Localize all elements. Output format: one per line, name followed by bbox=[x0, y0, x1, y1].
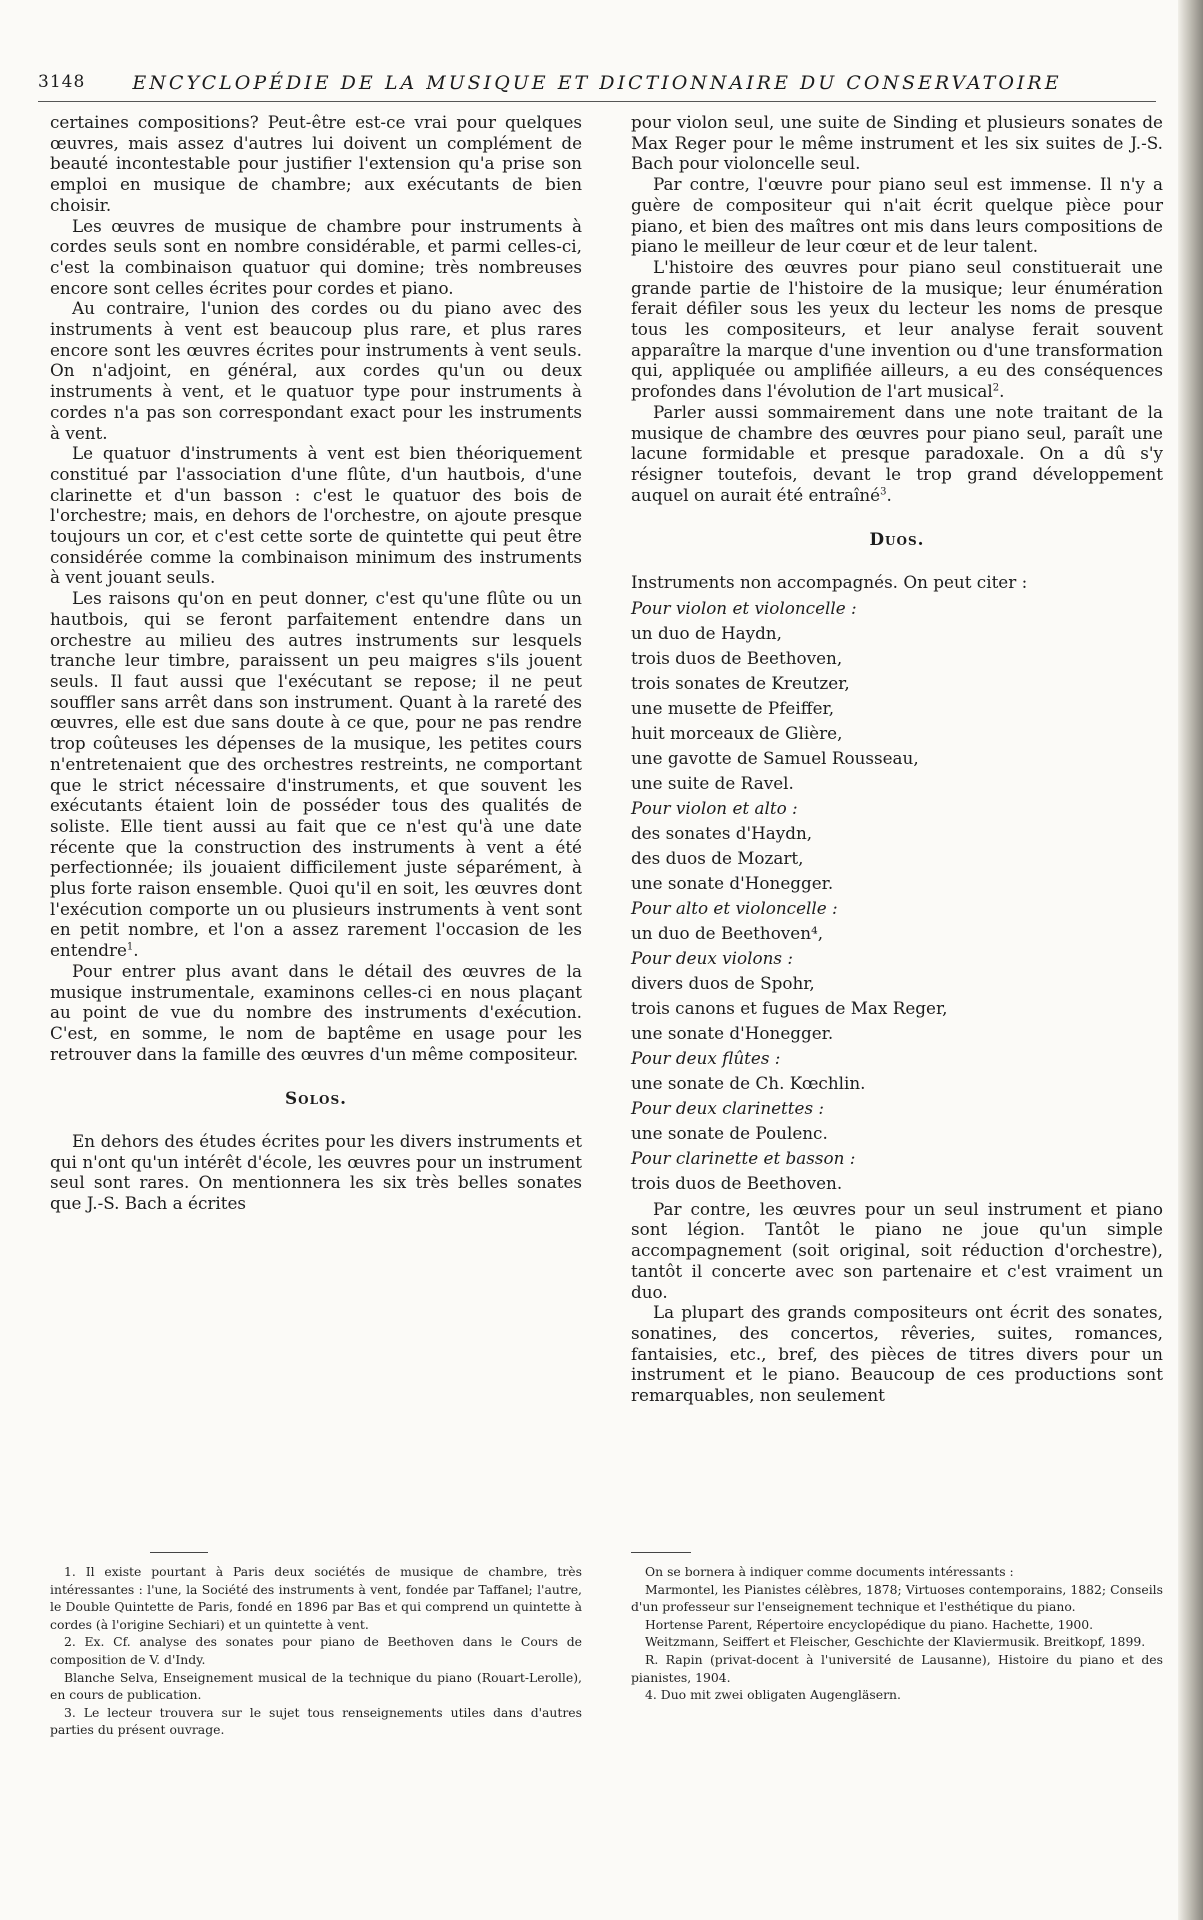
footnote: R. Rapin (privat-docent à l'université de Lausanne), Histoire du piano et des pianistes, 1904. bbox=[631, 1651, 1163, 1685]
duos-intro: Instruments non accompagnés. On peut citer : bbox=[631, 572, 1028, 593]
footnote-ref: 3 bbox=[880, 486, 887, 498]
paragraph: Par contre, les œuvres pour un seul instrument et piano sont légion. Tantôt le piano ne joue qu'un simple accompagnement (soit original, soit réduction d'orchestre), tantôt il concerte avec son partenaire et c'est vraiment un duo. bbox=[631, 1198, 1163, 1302]
left-column bbox=[50, 112, 582, 1214]
footnote-rule bbox=[150, 1552, 208, 1553]
footnote-rule bbox=[631, 1552, 691, 1553]
duos-list-item: trois duos de Beethoven. bbox=[631, 1172, 843, 1193]
section-title-duos: Duos. bbox=[869, 529, 925, 550]
duos-list-item: une musette de Pfeiffer, bbox=[631, 697, 835, 718]
duos-list-item: un duo de Beethoven⁴, bbox=[631, 922, 824, 943]
page-edge bbox=[1178, 0, 1203, 1920]
duos-list-item: trois duos de Beethoven, bbox=[631, 647, 843, 668]
duos-list-item: des sonates d'Haydn, bbox=[631, 822, 813, 843]
paragraph-text: Parler aussi sommairement dans une note traitant de la musique de chambre des œuvres pour piano seul, paraît une lacune formidable et presque paradoxale. On a dû s'y résigner toutefois, devant le trop grand développement auquel on aurait été entraîné bbox=[631, 401, 1163, 505]
paragraph: Les œuvres de musique de chambre pour instruments à cordes seuls sont en nombre considérable, et parmi celles-ci, c'est la combinaison quatuor qui domine; très nombreuses encore sont celles écrites pour cordes et piano. bbox=[50, 215, 582, 298]
footnote: 4. Duo mit zwei obligaten Augengläsern. bbox=[645, 1687, 901, 1703]
footnote-ref: 1 bbox=[126, 941, 134, 953]
header-rule bbox=[38, 101, 1156, 102]
paragraph: En dehors des études écrites pour les divers instruments et qui n'ont qu'un intérêt d'école, les œuvres pour un instrument seul sont rares. On mentionnera les six très belles sonates que J.-S. Bach a écrites bbox=[50, 1131, 582, 1214]
paragraph: Par contre, l'œuvre pour piano seul est immense. Il n'y a guère de compositeur qui n'ait écrit quelque pièce pour piano, et bien des maîtres ont mis dans leurs compositions de piano le meilleur de leur cœur et de leur talent. bbox=[631, 174, 1163, 257]
duos-list-heading: Pour alto et violoncelle : bbox=[631, 897, 838, 918]
footnote: 3. Le lecteur trouvera sur le sujet tous renseignements utiles dans d'autres parties du présent ouvrage. bbox=[50, 1704, 582, 1738]
duos-list-heading: Pour violon et violoncelle : bbox=[631, 597, 857, 618]
footnote: On se bornera à indiquer comme documents intéressants : bbox=[645, 1564, 1014, 1579]
duos-list-item: une suite de Ravel. bbox=[631, 772, 794, 793]
duos-list-item: une sonate d'Honegger. bbox=[631, 872, 834, 893]
footnote: Blanche Selva, Enseignement musical de la technique du piano (Rouart-Lerolle), en cours de publication. bbox=[50, 1669, 582, 1703]
paragraph: certaines compositions? Peut-être est-ce vrai pour quelques œuvres, mais assez d'autres lui doivent un complément de beauté incontestable pour justifier l'extension qu'a prise son emploi en musique de chambre; aux exécutants de bien choisir. bbox=[50, 112, 582, 215]
page-number: 3148 bbox=[38, 72, 86, 92]
paragraph: Parler aussi sommairement dans une note traitant de la musique de chambre des œuvres pour piano seul, paraît une lacune formidable et presque paradoxale. On a dû s'y résigner toutefois, devant le trop grand développement auquel on aurait été entraîné$^3$. bbox=[631, 401, 1163, 505]
duos-list-item: une gavotte de Samuel Rousseau, bbox=[631, 747, 919, 768]
paragraph: Au contraire, l'union des cordes ou du piano avec des instruments à vent est beaucoup plus rare, et plus rares encore sont les œuvres écrites pour instruments à vent seuls. On n'adjoint, en général, aux cordes qu'un ou deux instruments à vent, et le quatuor type pour instruments à cordes n'a pas son correspondant exact pour les instruments à vent. bbox=[50, 298, 582, 443]
footnotes-right bbox=[631, 1563, 1163, 1704]
section-title-solos: Solos. bbox=[285, 1088, 347, 1109]
duos-list-heading: Pour violon et alto : bbox=[631, 797, 798, 818]
duos-list-heading: Pour deux clarinettes : bbox=[631, 1097, 825, 1118]
footnote: 1. Il existe pourtant à Paris deux sociétés de musique de chambre, très intéressantes : l'une, la Société des instruments à vent, fondée par Taffanel; l'autre, le Double Quintette de Paris, fondé en 1896 par Bas et qui comprend un quintette à cordes (à l'origine Sechiari) et un quintette à vent. bbox=[50, 1564, 582, 1632]
duos-list bbox=[631, 596, 1163, 1196]
duos-list-heading: Pour deux violons : bbox=[631, 947, 793, 968]
duos-list-item: trois sonates de Kreutzer, bbox=[631, 672, 850, 693]
paragraph: Pour entrer plus avant dans le détail des œuvres de la musique instrumentale, examinons celles-ci en nous plaçant au point de vue du nombre des instruments d'exécution. C'est, en somme, le nom de baptême en usage pour les retrouver dans la famille des œuvres d'un même compositeur. bbox=[50, 960, 582, 1064]
duos-list-item: une sonate d'Honegger. bbox=[631, 1022, 834, 1043]
paragraph-text: Les raisons qu'on en peut donner, c'est qu'une flûte ou un hautbois, qui se feront parfaitement entendre dans un orchestre au milieu des autres instruments sur lesquels tranche leur timbre, paraissent un peu maigres s'ils jouent seuls. Il faut aussi que l'exécutant se repose; il ne peut souffler sans arrêt dans son instrument. Quant à la rareté des œuvres, elle est due sans doute à ce que, pour ne pas rendre trop coûteuses les dépenses de la musique, les petites cours n'entretenaient que des orchestres restreints, ne comportant que le strict nécessaire d'instruments, et que souvent les exécutants étaient loin de posséder tous des qualités de soliste. Elle tient aussi au fait que ce n'est qu'à une date récente que la construction des instruments à vent a été perfectionnée; ils jouaient difficilement juste séparément, à plus forte raison ensemble. Quoi qu'il en soit, les œuvres dont l'exécution comporte un ou plusieurs instruments à vent sont en petit nombre, et l'on a assez rarement l'occasion de les entendre bbox=[50, 588, 582, 961]
right-column bbox=[631, 112, 1163, 1406]
footnote: 2. Ex. Cf. analyse des sonates pour piano de Beethoven dans le Cours de composition de V. d'Indy. bbox=[50, 1634, 582, 1667]
duos-list-item: une sonate de Ch. Kœchlin. bbox=[631, 1072, 866, 1093]
paragraph: Les raisons qu'on en peut donner, c'est qu'une flûte ou un hautbois, qui se feront parfaitement entendre dans un orchestre au milieu des autres instruments sur lesquels tranche leur timbre, paraissent un peu maigres s'ils jouent seuls. Il faut aussi que l'exécutant se repose; il ne peut souffler sans arrêt dans son instrument. Quant à la rareté des œuvres, elle est due sans doute à ce que, pour ne pas rendre trop coûteuses les dépenses de la musique, les petites cours n'entretenaient que des orchestres restreints, ne comportant que le strict nécessaire d'instruments, et que souvent les exécutants étaient loin de posséder tous des qualités de soliste. Elle tient aussi au fait que ce n'est qu'à une date récente que la construction des instruments à vent a été perfectionnée; ils jouaient difficilement juste séparément, à plus forte raison ensemble. Quoi qu'il en soit, les œuvres dont l'exécution comporte un ou plusieurs instruments à vent sont en petit nombre, et l'on a assez rarement l'occasion de les entendre$^1$. bbox=[50, 588, 582, 961]
duos-list-item: huit morceaux de Glière, bbox=[631, 722, 843, 743]
footnote: Hortense Parent, Répertoire encyclopédique du piano. Hachette, 1900. bbox=[645, 1616, 1094, 1632]
footnote: Weitzmann, Seiffert et Fleischer, Geschichte der Klaviermusik. Breitkopf, 1899. bbox=[645, 1634, 1146, 1650]
paragraph: La plupart des grands compositeurs ont écrit des sonates, sonatines, des concertos, rêveries, suites, romances, fantaisies, etc., bref, des pièces de titres divers pour un instrument et le piano. Beaucoup de ces productions sont remarquables, non seulement bbox=[631, 1302, 1163, 1406]
duos-list-item: un duo de Haydn, bbox=[631, 622, 782, 643]
paragraph-text: L'histoire des œuvres pour piano seul constituerait une grande partie de l'histoire de la musique; leur énumération ferait défiler sous les yeux du lecteur les noms de presque tous les compositeurs, et leur analyse ferait souvent apparaître la marque d'une invention ou d'une transformation qui, appliquée ou amplifiée ailleurs, a eu des conséquences profondes dans l'évolution de l'art musical bbox=[631, 256, 1163, 402]
footnotes-left bbox=[50, 1563, 582, 1739]
duos-list-heading: Pour deux flûtes : bbox=[631, 1047, 781, 1068]
duos-list-heading: Pour clarinette et basson : bbox=[631, 1147, 856, 1168]
footnote: Marmontel, les Pianistes célèbres, 1878; Virtuoses contemporains, 1882; Conseils d'un professeur sur l'enseignement technique et l'esthétique du piano. bbox=[631, 1581, 1163, 1615]
duos-list-item: des duos de Mozart, bbox=[631, 847, 804, 868]
paragraph: pour violon seul, une suite de Sinding et plusieurs sonates de Max Reger pour le même instrument et les six suites de J.-S. Bach pour violoncelle seul. bbox=[631, 112, 1163, 174]
duos-list-item: une sonate de Poulenc. bbox=[631, 1122, 828, 1143]
duos-list-item: divers duos de Spohr, bbox=[631, 972, 815, 993]
footnote-ref: 2 bbox=[992, 382, 1000, 394]
paragraph: L'histoire des œuvres pour piano seul constituerait une grande partie de l'histoire de la musique; leur énumération ferait défiler sous les yeux du lecteur les noms de presque tous les compositeurs, et leur analyse ferait souvent apparaître la marque d'une invention ou d'une transformation qui, appliquée ou amplifiée ailleurs, a eu des conséquences profondes dans l'évolution de l'art musical$^2$. bbox=[631, 256, 1163, 402]
duos-list-item: trois canons et fugues de Max Reger, bbox=[631, 997, 948, 1018]
paragraph: Le quatuor d'instruments à vent est bien théoriquement constitué par l'association d'une flûte, d'un hautbois, d'une clarinette et d'un basson : c'est le quatuor des bois de l'orchestre; mais, en dehors de l'orchestre, on ajoute presque toujours un cor, et c'est cette sorte de quintette qui peut être considérée comme la combinaison minimum des instruments à vent jouant seuls. bbox=[50, 443, 582, 588]
running-title: ENCYCLOPÉDIE DE LA MUSIQUE ET DICTIONNAIRE DU CONSERVATOIRE bbox=[132, 72, 1062, 94]
